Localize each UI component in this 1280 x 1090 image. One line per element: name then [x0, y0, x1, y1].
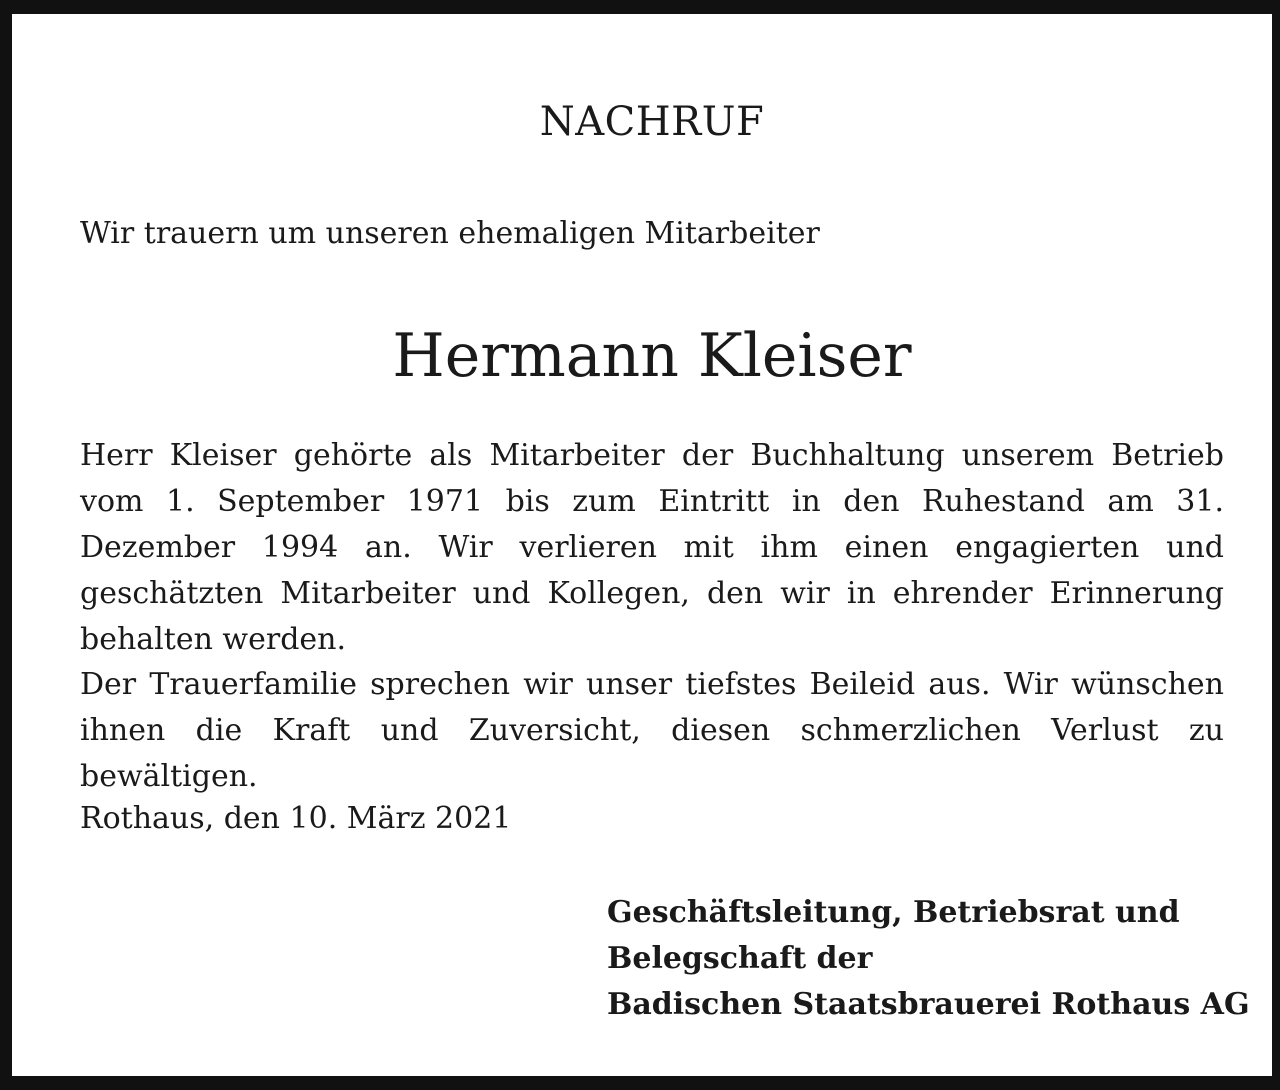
notice-intro: Wir trauern um unseren ehemaligen Mitarbeiter — [80, 216, 820, 251]
condolence-paragraph: Der Trauerfamilie sprechen wir unser tiefstes Beileid aus. Wir wünschen ihnen die Kraft und Zuversicht, diesen schmerzlichen Verlust zu bewältigen. — [80, 667, 1224, 794]
signature-block — [607, 890, 1250, 1028]
signature-line: Badischen Staatsbrauerei Rothaus AG — [607, 987, 1250, 1022]
tribute-paragraph: Herr Kleiser gehörte als Mitarbeiter der Buchhaltung unserem Betrieb vom 1. September 1971 bis zum Eintritt in den Ruhestand am 31. Dezember 1994 an. Wir verlieren mit ihm einen engagierten und geschätzten Mitarbeiter und Kollegen, den wir in ehrender Erinnerung behalten werden. — [80, 438, 1224, 657]
place-and-date: Rothaus, den 10. März 2021 — [80, 801, 512, 836]
deceased-name: Hermann Kleiser — [392, 321, 912, 391]
signature-line: Geschäftsleitung, Betriebsrat und — [607, 895, 1180, 930]
signature-line: Belegschaft der — [607, 941, 873, 976]
notice-heading: NACHRUF — [539, 99, 765, 145]
